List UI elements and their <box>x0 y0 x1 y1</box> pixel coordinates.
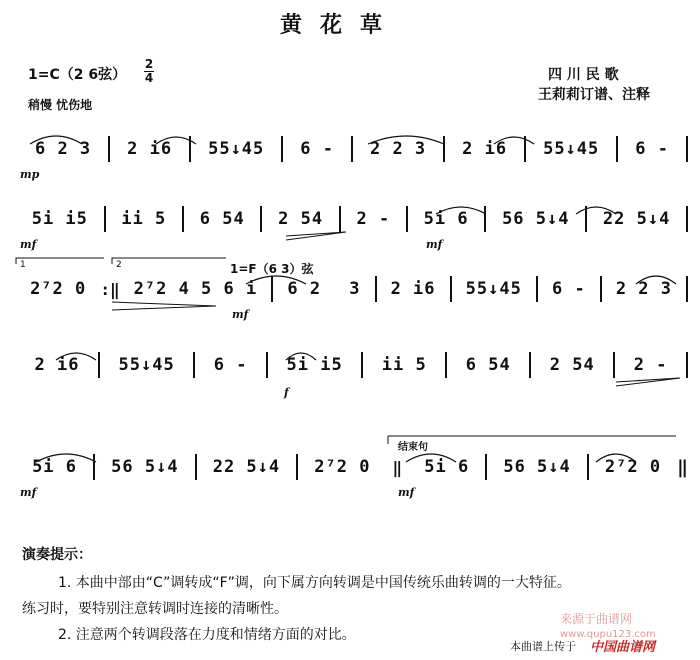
line-3-measures <box>16 274 688 304</box>
time-signature-bottom: 4 <box>144 71 154 85</box>
footer-text: 本曲谱上传于 <box>510 640 576 653</box>
measure: 2⁷2 0 <box>314 457 371 477</box>
time-signature-top: 2 <box>144 57 154 71</box>
hints-title: 演奏提示： <box>22 547 92 563</box>
score-line-4 <box>16 338 688 398</box>
measure: 6 - <box>635 139 669 159</box>
line-5-measures <box>16 452 688 482</box>
dynamic-mark: mp <box>20 168 40 181</box>
score-line-2 <box>16 192 688 252</box>
site-logo: 中国曲谱网 <box>590 640 656 655</box>
hint-2: 2. 注意两个转调段落在力度和情绪方面的对比。 <box>58 627 356 643</box>
measure: 2 i6 <box>127 139 173 159</box>
measure: 55↓45 <box>543 139 600 159</box>
measure: 5i 6 <box>424 457 470 477</box>
measure: 3 <box>349 279 361 299</box>
score-line-3 <box>16 262 688 322</box>
measure: 2⁷2 4 5 6 i <box>133 279 258 299</box>
score-line-5 <box>16 440 688 500</box>
watermark-source: 来源于曲谱网 www.qupu123.com <box>560 612 656 640</box>
line-1-measures <box>16 134 688 164</box>
score-title: 黄花草 <box>280 13 401 38</box>
line-2-measures <box>16 204 688 234</box>
measure: 5i 6 <box>423 209 469 229</box>
dynamic-mark: mf <box>20 238 37 251</box>
measure: 6 54 <box>199 209 245 229</box>
measure: 2 54 <box>278 209 324 229</box>
measure: 6 - <box>213 355 248 375</box>
measure: 55↓45 <box>208 139 265 159</box>
measure: 5i i5 <box>286 355 343 375</box>
dynamic-mark: mf <box>426 238 443 251</box>
volta-1-label: 1 <box>20 260 26 270</box>
key-change-label: 1=F（6 3）弦 <box>230 262 314 276</box>
measure: 6 2 3 <box>34 139 92 159</box>
measure: 2 2 3 <box>615 279 672 299</box>
dynamic-mark: mf <box>232 308 249 321</box>
ending-label: 结束句 <box>398 442 428 453</box>
tempo-marking: 稍慢 忧伤地 <box>28 98 93 112</box>
measure: ii 5 <box>121 209 167 229</box>
measure: 2 54 <box>549 355 595 375</box>
genre-label: 四 川 民 歌 <box>548 67 619 83</box>
measure: 2 - <box>356 209 391 229</box>
line-4-measures <box>16 350 688 380</box>
editor-credit: 王莉莉订谱、注释 <box>538 87 650 103</box>
final-barline: ‖ <box>677 456 689 478</box>
time-signature <box>144 58 154 85</box>
score-line-1 <box>16 122 688 182</box>
measure: 2 i6 <box>462 139 508 159</box>
measure: 2⁷2 0 <box>30 279 87 299</box>
measure: 22 5↓4 <box>212 457 281 477</box>
measure: 2 - <box>633 355 668 375</box>
measure: 55↓45 <box>118 355 175 375</box>
repeat-sign: :‖ <box>100 279 120 299</box>
measure: 56 5↓4 <box>111 457 179 477</box>
measure: 56 5↓4 <box>502 209 570 229</box>
measure: ii 5 <box>381 355 427 375</box>
measure: 2 2 3 <box>369 139 427 159</box>
measure: 56 5↓4 <box>503 457 571 477</box>
measure: 2 i6 <box>390 279 436 299</box>
measure: 5i i5 <box>31 209 88 229</box>
key-signature: 1=C（2 6弦） <box>28 67 127 83</box>
volta-2-label: 2 <box>116 260 122 270</box>
measure: 55↓45 <box>465 279 522 299</box>
measure: 6 - <box>300 139 334 159</box>
measure: 5i 6 <box>32 457 78 477</box>
measure: 2 i6 <box>34 355 80 375</box>
dynamic-mark: f <box>284 386 289 399</box>
measure: 22 5↓4 <box>602 209 671 229</box>
measure: 6 2 <box>287 279 322 299</box>
measure: 6 - <box>551 279 586 299</box>
dynamic-mark: mf <box>398 486 415 499</box>
dynamic-mark: mf <box>20 486 37 499</box>
measure: 6 54 <box>465 355 511 375</box>
repeat-sign: ‖ <box>392 457 403 477</box>
hint-1-cont: 练习时，要特别注意转调时连接的清晰性。 <box>22 601 288 617</box>
measure: 2⁷2 0 <box>604 457 662 477</box>
hint-1: 1. 本曲中部由“C”调转成“F”调，向下属方向转调是中国传统乐曲转调的一大特征。 <box>58 575 571 591</box>
